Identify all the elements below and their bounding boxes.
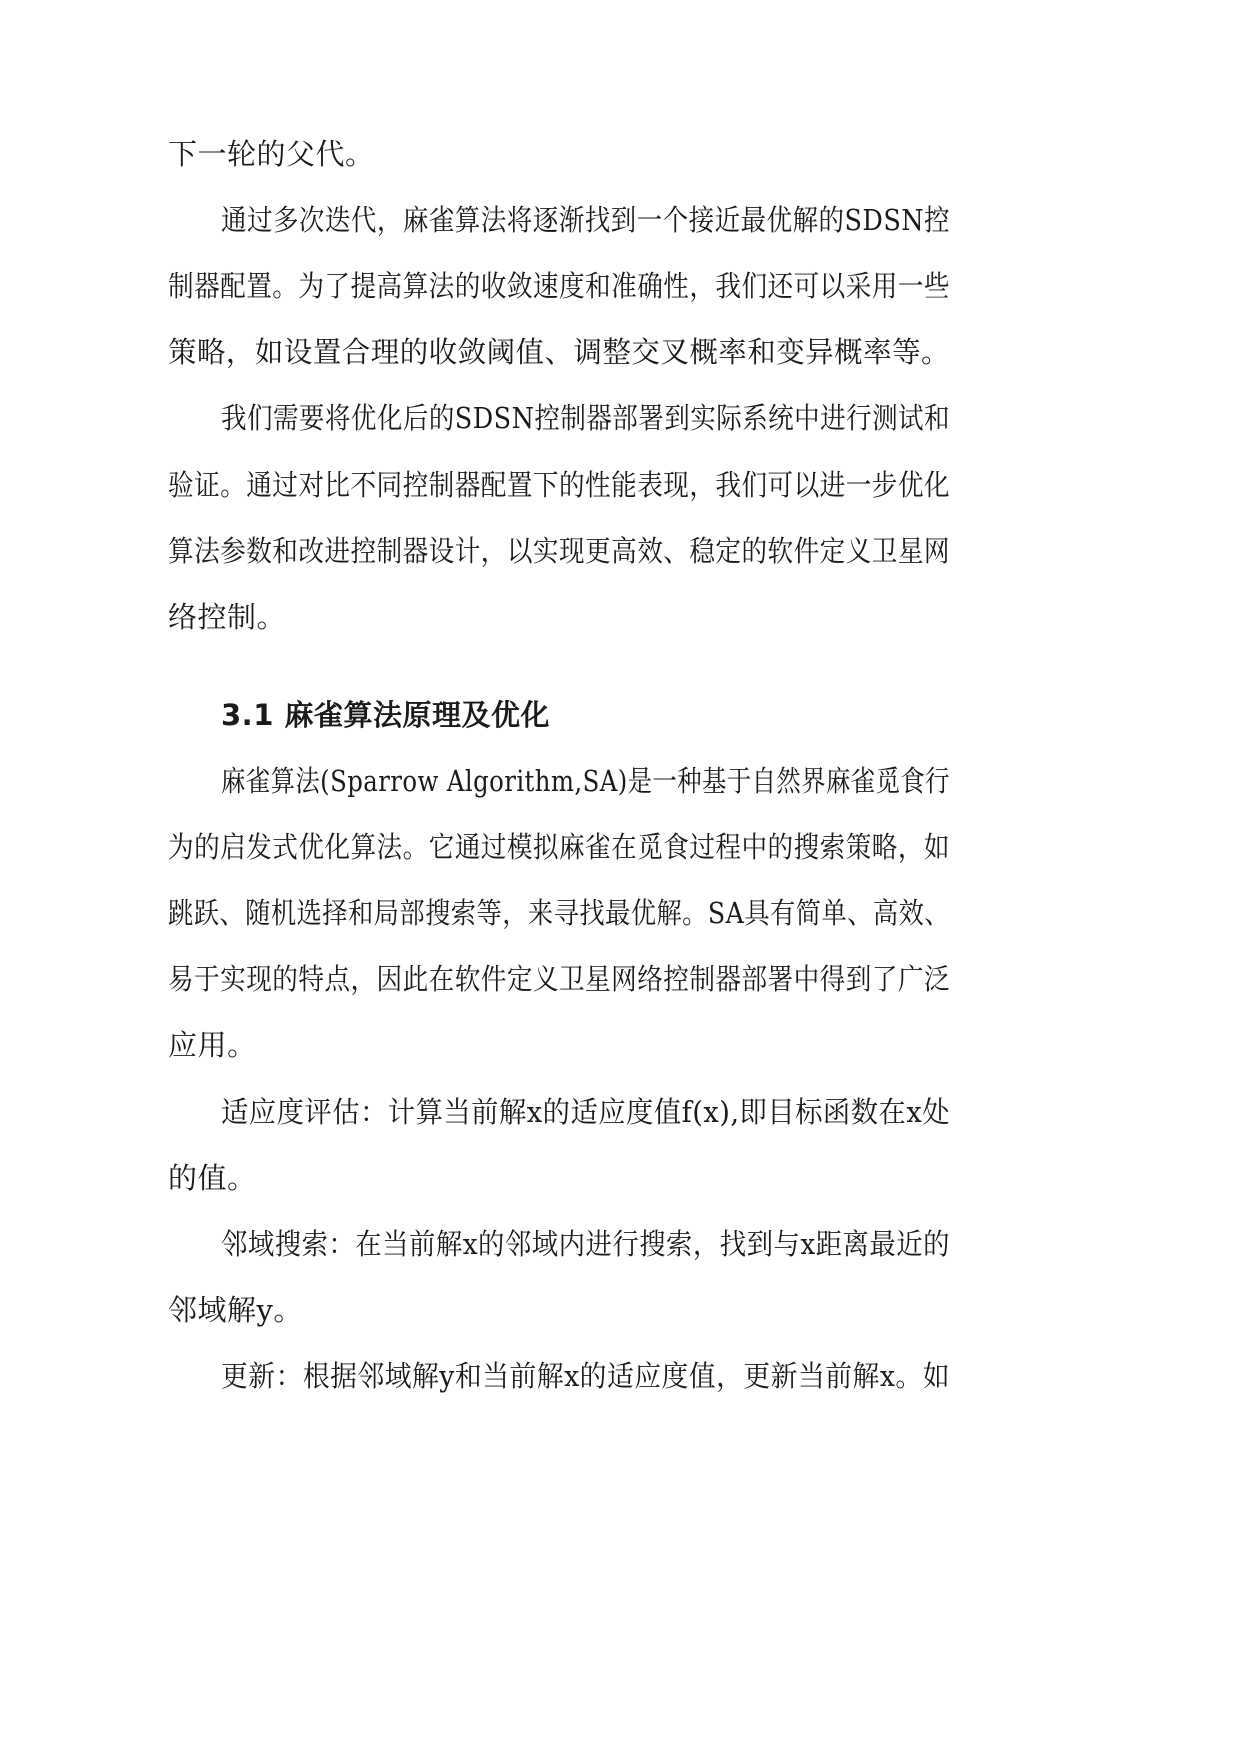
paragraph-neighborhood (0, 1290, 1241, 1330)
paragraph-deployment (0, 597, 1241, 637)
text-line: 下一轮的父代。 (168, 137, 375, 171)
paragraph-iteration (0, 200, 1241, 240)
section-heading-text: 3.1 麻雀算法原理及优化 (221, 698, 550, 732)
paragraph-sparrow-intro (0, 827, 1241, 867)
paragraph-sparrow-intro (0, 761, 1241, 801)
paragraph-fitness (0, 1158, 1241, 1198)
text-line: 算法参数和改进控制器设计，以实现更高效、稳定的软件定义卫星网 (168, 534, 950, 568)
text-line: 更新：根据邻域解y和当前解x的适应度值，更新当前解x。如 (221, 1359, 951, 1393)
paragraph-iteration (0, 266, 1241, 306)
paragraph-deployment (0, 465, 1241, 505)
paragraph-continuation (0, 134, 1241, 174)
text-line: 邻域搜索：在当前解x的邻域内进行搜索，找到与x距离最近的 (221, 1227, 950, 1261)
text-line: 我们需要将优化后的SDSN控制器部署到实际系统中进行测试和 (221, 401, 951, 435)
text-line: 邻域解y。 (168, 1293, 303, 1327)
text-line: 适应度评估：计算当前解x的适应度值f(x),即目标函数在x处 (221, 1095, 951, 1129)
paragraph-neighborhood (0, 1224, 1241, 1264)
text-line: 为的启发式优化算法。它通过模拟麻雀在觅食过程中的搜索策略，如 (168, 830, 950, 864)
paragraph-sparrow-intro (0, 893, 1241, 933)
text-line: 络控制。 (168, 600, 287, 634)
text-line: 的值。 (168, 1161, 257, 1195)
paragraph-deployment (0, 531, 1241, 571)
text-line: 验证。通过对比不同控制器配置下的性能表现，我们可以进一步优化 (168, 468, 950, 502)
text-line: 制器配置。为了提高算法的收敛速度和准确性，我们还可以采用一些 (168, 269, 950, 303)
paragraph-sparrow-intro (0, 959, 1241, 999)
text-line: 跳跃、随机选择和局部搜索等，来寻找最优解。SA具有简单、高效、 (168, 896, 951, 930)
paragraph-iteration (0, 332, 1241, 372)
text-line: 易于实现的特点，因此在软件定义卫星网络控制器部署中得到了广泛 (168, 962, 950, 996)
paragraph-update (0, 1356, 1241, 1396)
section-heading (0, 695, 1241, 735)
paragraph-deployment (0, 398, 1241, 438)
text-line: 麻雀算法(Sparrow Algorithm,SA)是一种基于自然界麻雀觅食行 (221, 764, 950, 798)
paragraph-sparrow-intro (0, 1025, 1241, 1065)
text-line: 通过多次迭代，麻雀算法将逐渐找到一个接近最优解的SDSN控 (221, 203, 951, 237)
paragraph-fitness (0, 1092, 1241, 1132)
text-line: 策略，如设置合理的收敛阈值、调整交叉概率和变异概率等。 (168, 335, 951, 369)
text-line: 应用。 (168, 1028, 257, 1062)
